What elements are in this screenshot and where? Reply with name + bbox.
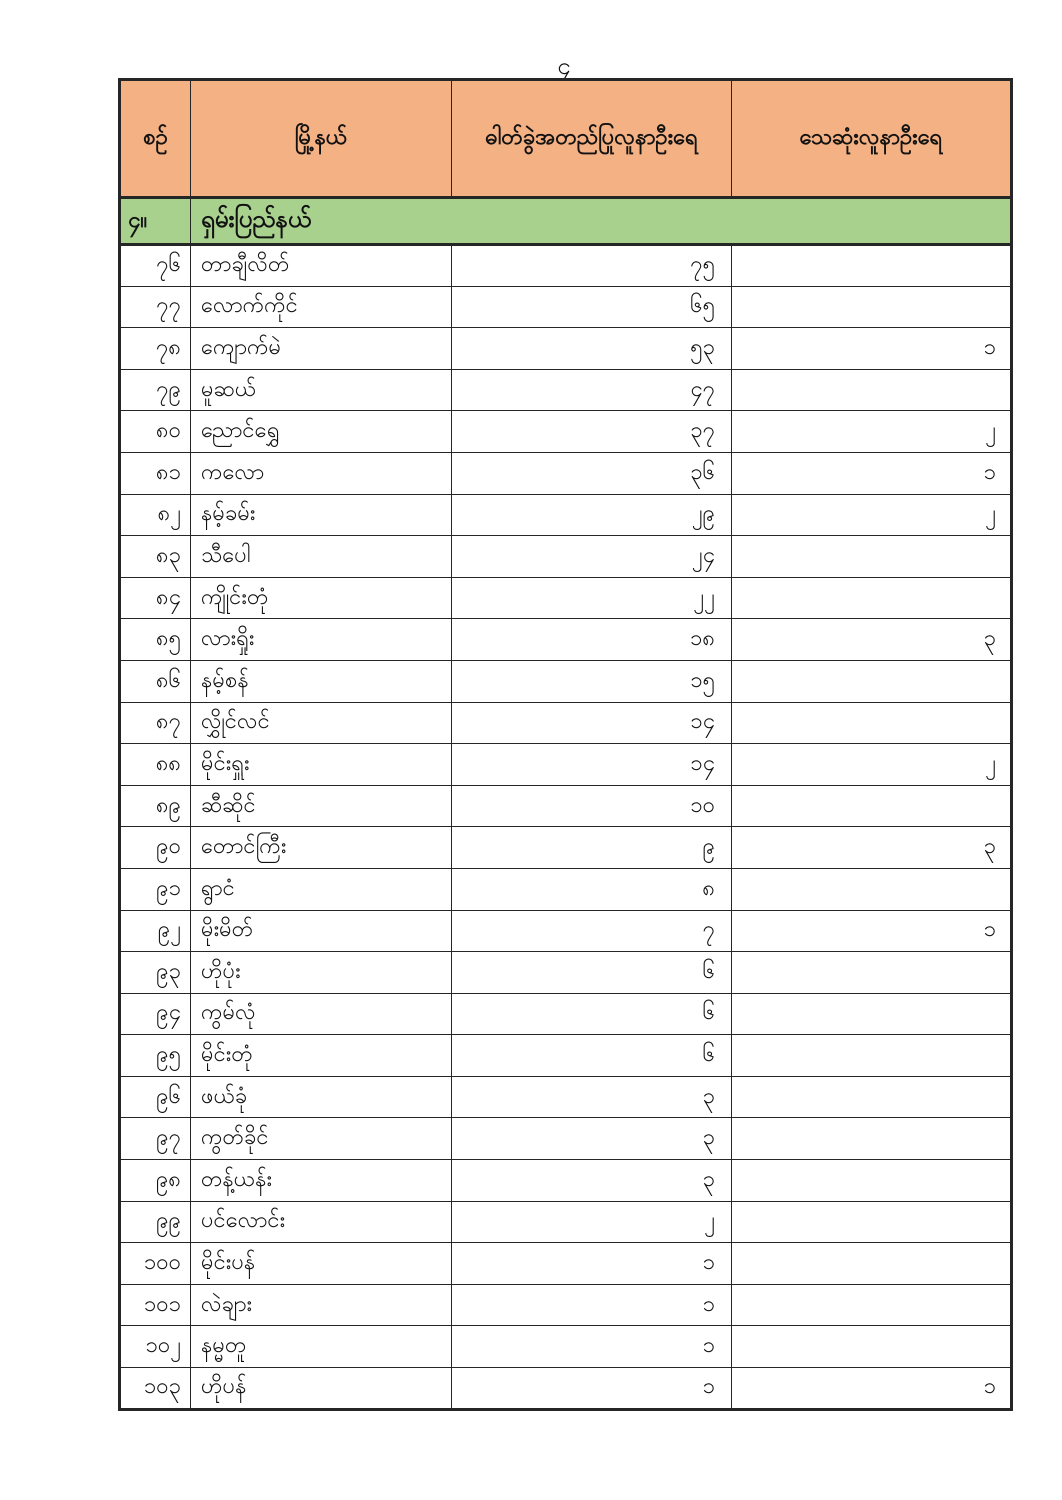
cell-death-count <box>732 1160 1012 1202</box>
cell-township-name: ညောင်ရွှေ <box>191 411 452 453</box>
table-row <box>120 702 1012 744</box>
cell-serial: ၈၈ <box>120 744 191 786</box>
table-row <box>120 1076 1012 1118</box>
cell-death-count: ၁ <box>732 452 1012 494</box>
cell-confirmed-count: ၂ <box>452 1201 732 1243</box>
cell-confirmed-count: ၂၄ <box>452 536 732 578</box>
cell-township-name: မူဆယ် <box>191 369 452 411</box>
cell-township-name: သီပေါ <box>191 536 452 578</box>
cell-township-name: နမ့်ခမ်း <box>191 494 452 536</box>
cell-death-count <box>732 702 1012 744</box>
cell-confirmed-count: ၅၃ <box>452 328 732 370</box>
cell-confirmed-count: ၆ <box>452 952 732 994</box>
cell-death-count <box>732 1076 1012 1118</box>
cell-serial: ၈၁ <box>120 452 191 494</box>
cell-serial: ၉၄ <box>120 993 191 1035</box>
table-row <box>120 660 1012 702</box>
cell-death-count <box>732 286 1012 328</box>
covid-cases-table <box>118 78 1013 1411</box>
cell-serial: ၈၉ <box>120 785 191 827</box>
table-row <box>120 328 1012 370</box>
table-row <box>120 494 1012 536</box>
cell-serial: ၉၃ <box>120 952 191 994</box>
cell-serial: ၉၇ <box>120 1118 191 1160</box>
table-row <box>120 577 1012 619</box>
table-row <box>120 785 1012 827</box>
cell-township-name: တန့်ယန်း <box>191 1160 452 1202</box>
cell-confirmed-count: ၆၅ <box>452 286 732 328</box>
cell-death-count: ၁ <box>732 910 1012 952</box>
cell-township-name: ဟိုပန် <box>191 1368 452 1410</box>
table-row <box>120 245 1012 287</box>
cell-death-count: ၂ <box>732 411 1012 453</box>
cell-township-name: ပင်လောင်း <box>191 1201 452 1243</box>
table-row <box>120 452 1012 494</box>
cell-death-count <box>732 785 1012 827</box>
cell-township-name: မိုင်းရှူး <box>191 744 452 786</box>
table-row <box>120 619 1012 661</box>
section-serial: ၄။ <box>120 198 191 245</box>
page-number: ၄ <box>557 53 571 80</box>
section-name: ရှမ်းပြည်နယ် <box>191 198 1012 245</box>
cell-death-count <box>732 245 1012 287</box>
cell-serial: ၈၅ <box>120 619 191 661</box>
cell-confirmed-count: ၁၀ <box>452 785 732 827</box>
cell-confirmed-count: ၁၈ <box>452 619 732 661</box>
cell-confirmed-count: ၁ <box>452 1368 732 1410</box>
cell-serial: ၉၀ <box>120 827 191 869</box>
table-row <box>120 1035 1012 1077</box>
table-row <box>120 1201 1012 1243</box>
cell-township-name: ကျောက်မဲ <box>191 328 452 370</box>
table-row <box>120 369 1012 411</box>
cell-township-name: လဲချား <box>191 1284 452 1326</box>
cell-confirmed-count: ၃ <box>452 1118 732 1160</box>
cell-township-name: နမ္မတူ <box>191 1326 452 1368</box>
table-header-row <box>120 80 1012 198</box>
cell-township-name: နမ့်စန် <box>191 660 452 702</box>
cell-confirmed-count: ၃ <box>452 1076 732 1118</box>
cell-confirmed-count: ၉ <box>452 827 732 869</box>
table-row <box>120 1243 1012 1285</box>
cell-township-name: ကျိုင်းတုံ <box>191 577 452 619</box>
cell-township-name: လားရှိုး <box>191 619 452 661</box>
cell-death-count <box>732 536 1012 578</box>
section-row-shan-state <box>120 198 1012 245</box>
cell-serial: ၉၈ <box>120 1160 191 1202</box>
cell-death-count <box>732 660 1012 702</box>
cell-death-count <box>732 1326 1012 1368</box>
cell-death-count <box>732 868 1012 910</box>
cell-serial: ၉၉ <box>120 1201 191 1243</box>
cell-serial: ၉၁ <box>120 868 191 910</box>
table-row <box>120 411 1012 453</box>
cell-death-count <box>732 952 1012 994</box>
cell-confirmed-count: ၁၄ <box>452 702 732 744</box>
cell-confirmed-count: ၈ <box>452 868 732 910</box>
cell-confirmed-count: ၇၅ <box>452 245 732 287</box>
cell-confirmed-count: ၃ <box>452 1160 732 1202</box>
cell-death-count: ၃ <box>732 827 1012 869</box>
cell-confirmed-count: ၂၂ <box>452 577 732 619</box>
table-row <box>120 952 1012 994</box>
table-row <box>120 536 1012 578</box>
cell-serial: ၁၀၃ <box>120 1368 191 1410</box>
cell-death-count <box>732 577 1012 619</box>
header-cell-township: မြို့နယ် <box>191 80 452 198</box>
cell-death-count <box>732 1118 1012 1160</box>
cell-township-name: လွှိုင်လင် <box>191 702 452 744</box>
cell-township-name: ရွာငံ <box>191 868 452 910</box>
table-row <box>120 868 1012 910</box>
cell-township-name: ဆီဆိုင် <box>191 785 452 827</box>
table-row <box>120 1160 1012 1202</box>
cell-township-name: ကလော <box>191 452 452 494</box>
cell-serial: ၈၀ <box>120 411 191 453</box>
table-row <box>120 993 1012 1035</box>
cell-serial: ၁၀၂ <box>120 1326 191 1368</box>
cell-serial: ၉၆ <box>120 1076 191 1118</box>
cell-death-count <box>732 1243 1012 1285</box>
cell-confirmed-count: ၃၇ <box>452 411 732 453</box>
cell-death-count <box>732 369 1012 411</box>
cell-township-name: ကွမ်လုံ <box>191 993 452 1035</box>
table-row <box>120 827 1012 869</box>
cell-death-count: ၁ <box>732 1368 1012 1410</box>
cell-serial: ၉၅ <box>120 1035 191 1077</box>
cell-death-count: ၃ <box>732 619 1012 661</box>
cell-township-name: ဖယ်ခုံ <box>191 1076 452 1118</box>
cell-death-count <box>732 1201 1012 1243</box>
cell-serial: ၈၂ <box>120 494 191 536</box>
cell-death-count <box>732 993 1012 1035</box>
table-body <box>120 198 1012 1410</box>
cell-serial: ၈၃ <box>120 536 191 578</box>
cell-serial: ၈၇ <box>120 702 191 744</box>
cell-confirmed-count: ၄၇ <box>452 369 732 411</box>
table-row <box>120 1368 1012 1410</box>
cell-confirmed-count: ၃၆ <box>452 452 732 494</box>
cell-confirmed-count: ၂၉ <box>452 494 732 536</box>
table-row <box>120 1326 1012 1368</box>
cell-confirmed-count: ၁ <box>452 1284 732 1326</box>
header-cell-confirmed-count: ဓါတ်ခွဲအတည်ပြုလူနာဦးရေ <box>452 80 732 198</box>
cell-serial: ၇၈ <box>120 328 191 370</box>
cell-serial: ၇၇ <box>120 286 191 328</box>
cell-serial: ၈၄ <box>120 577 191 619</box>
cell-township-name: မိုးမိတ် <box>191 910 452 952</box>
cell-confirmed-count: ၁ <box>452 1243 732 1285</box>
cell-confirmed-count: ၆ <box>452 993 732 1035</box>
cell-confirmed-count: ၁၅ <box>452 660 732 702</box>
table-row <box>120 910 1012 952</box>
cell-serial: ၇၉ <box>120 369 191 411</box>
cell-township-name: တောင်ကြီး <box>191 827 452 869</box>
header-cell-serial: စဉ် <box>120 80 191 198</box>
cell-serial: ၁၀၀ <box>120 1243 191 1285</box>
cell-township-name: တာချီလိတ် <box>191 245 452 287</box>
cell-death-count <box>732 1035 1012 1077</box>
cell-confirmed-count: ၁၄ <box>452 744 732 786</box>
table-row <box>120 286 1012 328</box>
cell-confirmed-count: ၆ <box>452 1035 732 1077</box>
table-row <box>120 744 1012 786</box>
cell-death-count <box>732 1284 1012 1326</box>
cell-serial: ၈၆ <box>120 660 191 702</box>
cell-serial: ၉၂ <box>120 910 191 952</box>
cell-confirmed-count: ၇ <box>452 910 732 952</box>
cell-serial: ၇၆ <box>120 245 191 287</box>
cell-township-name: လောက်ကိုင် <box>191 286 452 328</box>
cell-death-count: ၁ <box>732 328 1012 370</box>
cell-township-name: မိုင်းတုံ <box>191 1035 452 1077</box>
cell-death-count: ၂ <box>732 494 1012 536</box>
cell-death-count: ၂ <box>732 744 1012 786</box>
table-row <box>120 1118 1012 1160</box>
cell-serial: ၁၀၁ <box>120 1284 191 1326</box>
table-row <box>120 1284 1012 1326</box>
cell-township-name: မိုင်းပန် <box>191 1243 452 1285</box>
cell-township-name: ဟိုပုံး <box>191 952 452 994</box>
header-cell-death-count: သေဆုံးလူနာဦးရေ <box>732 80 1012 198</box>
cell-confirmed-count: ၁ <box>452 1326 732 1368</box>
cell-township-name: ကွတ်ခိုင် <box>191 1118 452 1160</box>
